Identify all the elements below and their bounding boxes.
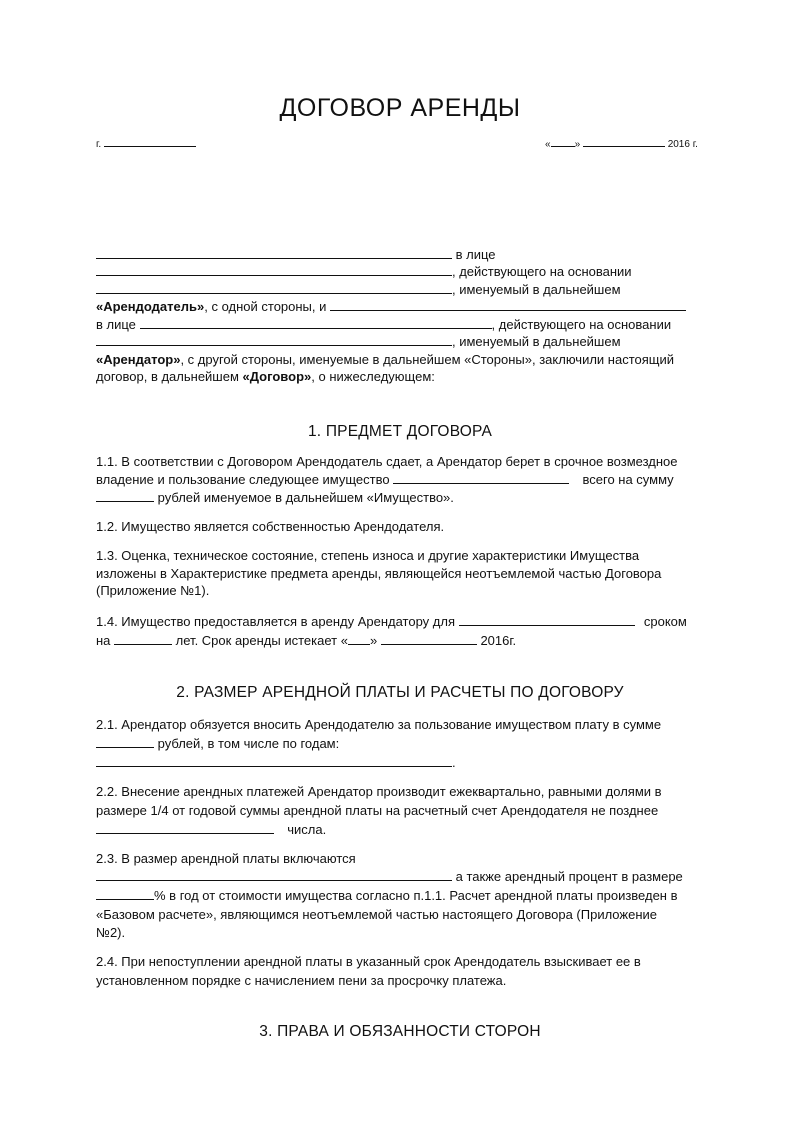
clause-text: 1.4. Имущество предоставляется в аренду Арендатору для	[96, 614, 455, 629]
clause-text: 2.3. В размер арендной платы включаются	[96, 851, 356, 866]
clause-2-4	[96, 953, 641, 970]
clause-2-1-line-3	[96, 754, 456, 771]
city-prefix: г.	[96, 139, 102, 150]
clause-text: % в год от стоимости имущества согласно п.1.1. Расчет арендной платы произведен в	[154, 888, 678, 903]
percent-blank	[96, 887, 154, 900]
clause-2-1-line-2	[96, 735, 339, 752]
landlord-basis-blank	[96, 281, 452, 294]
tenant-name-blank	[330, 298, 686, 311]
preamble-text: , с одной стороны, и	[204, 299, 327, 314]
preamble-line-2	[96, 263, 632, 280]
clause-text: всего на сумму	[582, 472, 674, 487]
section-1-heading: 1. ПРЕДМЕТ ДОГОВОРА	[307, 423, 493, 440]
clause-text: »	[369, 633, 378, 648]
contract-term: «Договор»	[242, 369, 312, 384]
clause-text: на	[96, 633, 111, 648]
clause-2-2	[96, 783, 662, 800]
clause-1-4-line-2	[96, 632, 516, 649]
clause-2-3	[96, 850, 356, 867]
clause-2-4-line-2	[96, 972, 506, 989]
clause-2-1	[96, 716, 661, 733]
clause-text: .	[452, 755, 456, 770]
clause-2-2-line-3	[96, 821, 326, 838]
preamble-text: , действующего на основании	[491, 317, 672, 332]
section-2-heading: 2. РАЗМЕР АРЕНДНОЙ ПЛАТЫ И РАСЧЕТЫ ПО ДОГОВОРУ	[176, 684, 624, 701]
clause-2-3-line-2	[96, 868, 683, 885]
landlord-rep-blank	[96, 263, 452, 276]
clause-text: числа.	[287, 822, 327, 837]
clause-text: рублей, в том числе по годам:	[157, 736, 340, 751]
preamble-text: , действующего на основании	[452, 264, 632, 279]
preamble-text: договор, в дальнейшем	[96, 369, 239, 384]
clause-2-2-line-2	[96, 802, 658, 819]
clause-text: лет. Срок аренды истекает «	[175, 633, 348, 648]
section-3-heading: 3. ПРАВА И ОБЯЗАННОСТИ СТОРОН	[259, 1023, 541, 1040]
month-blank	[583, 136, 665, 147]
preamble-text: , с другой стороны, именуемые в дальнейшем «Стороны», заключили настоящий	[180, 352, 674, 367]
tenant-basis-blank	[96, 333, 452, 346]
clause-text: 2.2. Внесение арендных платежей Арендатор производит ежеквартально, равными долями в	[96, 784, 662, 799]
clause-1-4	[96, 613, 687, 630]
preamble-line-6	[96, 333, 621, 350]
clause-text: №2).	[96, 925, 126, 940]
preamble-text: , именуемый в дальнейшем	[452, 334, 621, 349]
clause-text: изложены в Характеристике предмета аренды, являющейся неотъемлемой частью Договора	[96, 566, 662, 581]
expiry-month-blank	[381, 632, 477, 645]
included-items-blank	[96, 868, 452, 881]
clause-text: а также арендный процент в размере	[455, 869, 683, 884]
clause-text: размере 1/4 от годовой суммы арендной платы на расчетный счет Арендодателя не позднее	[96, 803, 659, 818]
clause-text: (Приложение №1).	[96, 583, 210, 598]
clause-text: установленном порядке с начислением пени за просрочку платежа.	[96, 973, 507, 988]
date-close-quote: »	[574, 139, 581, 150]
clause-text: «Базовом расчете», являющимся неотъемлемой частью настоящего Договора (Приложение	[96, 907, 657, 922]
preamble-text: в лице	[96, 317, 136, 332]
preamble-text: в лице	[455, 247, 496, 262]
rent-amount-blank	[96, 735, 154, 748]
clause-1-1-line-3	[96, 489, 454, 506]
tenant-role: «Арендатор»	[96, 352, 181, 367]
clause-1-3-line-2	[96, 565, 661, 582]
clause-text: 1.3. Оценка, техническое состояние, степень износа и другие характеристики Имущества	[96, 548, 640, 563]
clause-1-3	[96, 547, 639, 564]
clause-text: 2.1. Арендатор обязуется вносить Арендодателю за пользование имуществом плату в сумме	[96, 717, 662, 732]
clause-1-1	[96, 453, 677, 470]
clause-2-3-line-5	[96, 924, 125, 941]
clause-1-3-line-3	[96, 582, 209, 599]
preamble-line-1	[96, 246, 496, 263]
clause-text: владение и пользование следующее имущество	[96, 472, 390, 487]
clause-text: 1.1. В соответствии с Договором Арендодатель сдает, а Арендатор берет в срочное возмездное	[96, 454, 678, 469]
city-line	[96, 136, 196, 151]
term-years-blank	[114, 632, 172, 645]
date-open-quote: «	[545, 139, 551, 150]
tenant-rep-blank	[140, 316, 492, 329]
expiry-day-blank	[348, 632, 370, 645]
preamble-text: , о нижеследующем:	[311, 369, 435, 384]
city-blank	[104, 136, 196, 147]
preamble-line-4	[96, 298, 686, 315]
document-title: ДОГОВОР АРЕНДЫ	[279, 94, 521, 122]
clause-text: 2.4. При непоступлении арендной платы в указанный срок Арендодатель взыскивает ее в	[96, 954, 641, 969]
clause-1-2	[96, 518, 444, 535]
date-line	[545, 136, 698, 151]
clause-text: рублей именуемое в дальнейшем «Имущество».	[157, 490, 454, 505]
clause-text: сроком	[643, 614, 687, 629]
clause-2-3-line-3	[96, 887, 678, 904]
preamble-line-3	[96, 281, 621, 298]
purpose-blank	[459, 613, 635, 626]
payment-day-blank	[96, 821, 274, 834]
preamble-line-5	[96, 316, 671, 333]
day-blank	[551, 136, 575, 147]
sum-blank	[96, 489, 154, 502]
date-year: 2016 г.	[667, 139, 698, 150]
clause-2-3-line-4	[96, 906, 657, 923]
landlord-role: «Арендодатель»	[96, 299, 205, 314]
rent-by-years-blank	[96, 754, 452, 767]
clause-text: 2016г.	[480, 633, 517, 648]
property-blank	[393, 471, 569, 484]
landlord-name-blank	[96, 246, 452, 259]
preamble-text: , именуемый в дальнейшем	[452, 282, 621, 297]
clause-text: 1.2. Имущество является собственностью Арендодателя.	[96, 519, 445, 534]
preamble-line-7	[96, 351, 674, 368]
clause-1-1-line-2	[96, 471, 674, 488]
preamble-line-8	[96, 368, 435, 385]
